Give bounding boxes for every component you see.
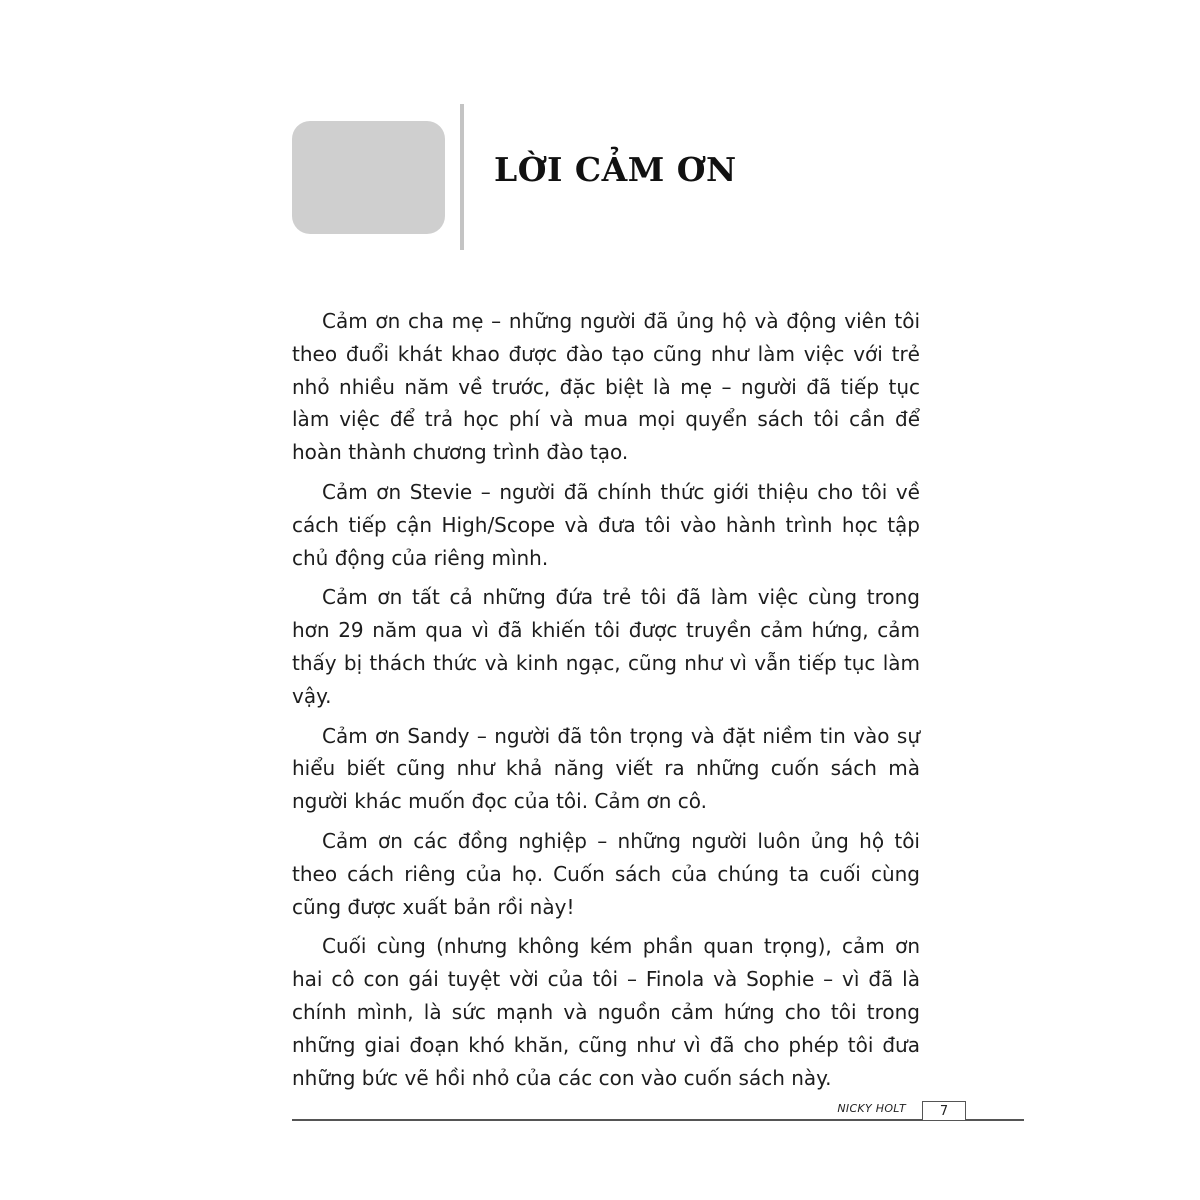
paragraph: Cảm ơn các đồng nghiệp – những người luôn ủng hộ tôi theo cách riêng của họ. Cuốn sách của chúng ta cuối cùng cũng được xuất bản rồi này! [292,828,920,919]
body-text [292,305,920,1101]
paragraph: Cảm ơn Stevie – người đã chính thức giới thiệu cho tôi về cách tiếp cận High/Scope và đưa tôi vào hành trình học tập chủ động của riêng mình. [292,479,920,570]
paragraph: Cảm ơn tất cả những đứa trẻ tôi đã làm việc cùng trong hơn 29 năm qua vì đã khiến tôi được truyền cảm hứng, cảm thấy bị thách thức và kinh ngạc, cũng như vì vẫn tiếp tục làm vậy. [292,585,920,708]
footer-rule [292,1119,1024,1121]
chapter-title: LỜI CẢM ƠN [494,150,737,189]
footer-author: NICKY HOLT [837,1102,906,1115]
paragraph: Cảm ơn cha mẹ – những người đã ủng hộ và động viên tôi theo đuổi khát khao được đào tạo cũng như làm việc với trẻ nhỏ nhiều năm về trước, đặc biệt là mẹ – người đã tiếp tục làm việc để trả học phí và mua mọi quyển sách tôi cần để hoàn thành chương trình đào tạo. [292,309,920,465]
page-number: 7 [939,1104,949,1119]
paragraph: Cuối cùng (nhưng không kém phần quan trọng), cảm ơn hai cô con gái tuyệt vời của tôi – Finola và Sophie – vì đã là chính mình, là sức mạnh và nguồn cảm hứng cho tôi trong những giai đoạn khó khăn, cũng như vì đã cho phép tôi đưa những bức vẽ hồi nhỏ của các con vào cuốn sách này. [292,934,920,1090]
chapter-divider [460,104,464,250]
page-number-box [922,1101,966,1120]
chapter-decoration-box [292,121,445,234]
paragraph: Cảm ơn Sandy – người đã tôn trọng và đặt niềm tin vào sự hiểu biết cũng như khả năng viết ra những cuốn sách mà người khác muốn đọc của tôi. Cảm ơn cô. [292,723,920,814]
